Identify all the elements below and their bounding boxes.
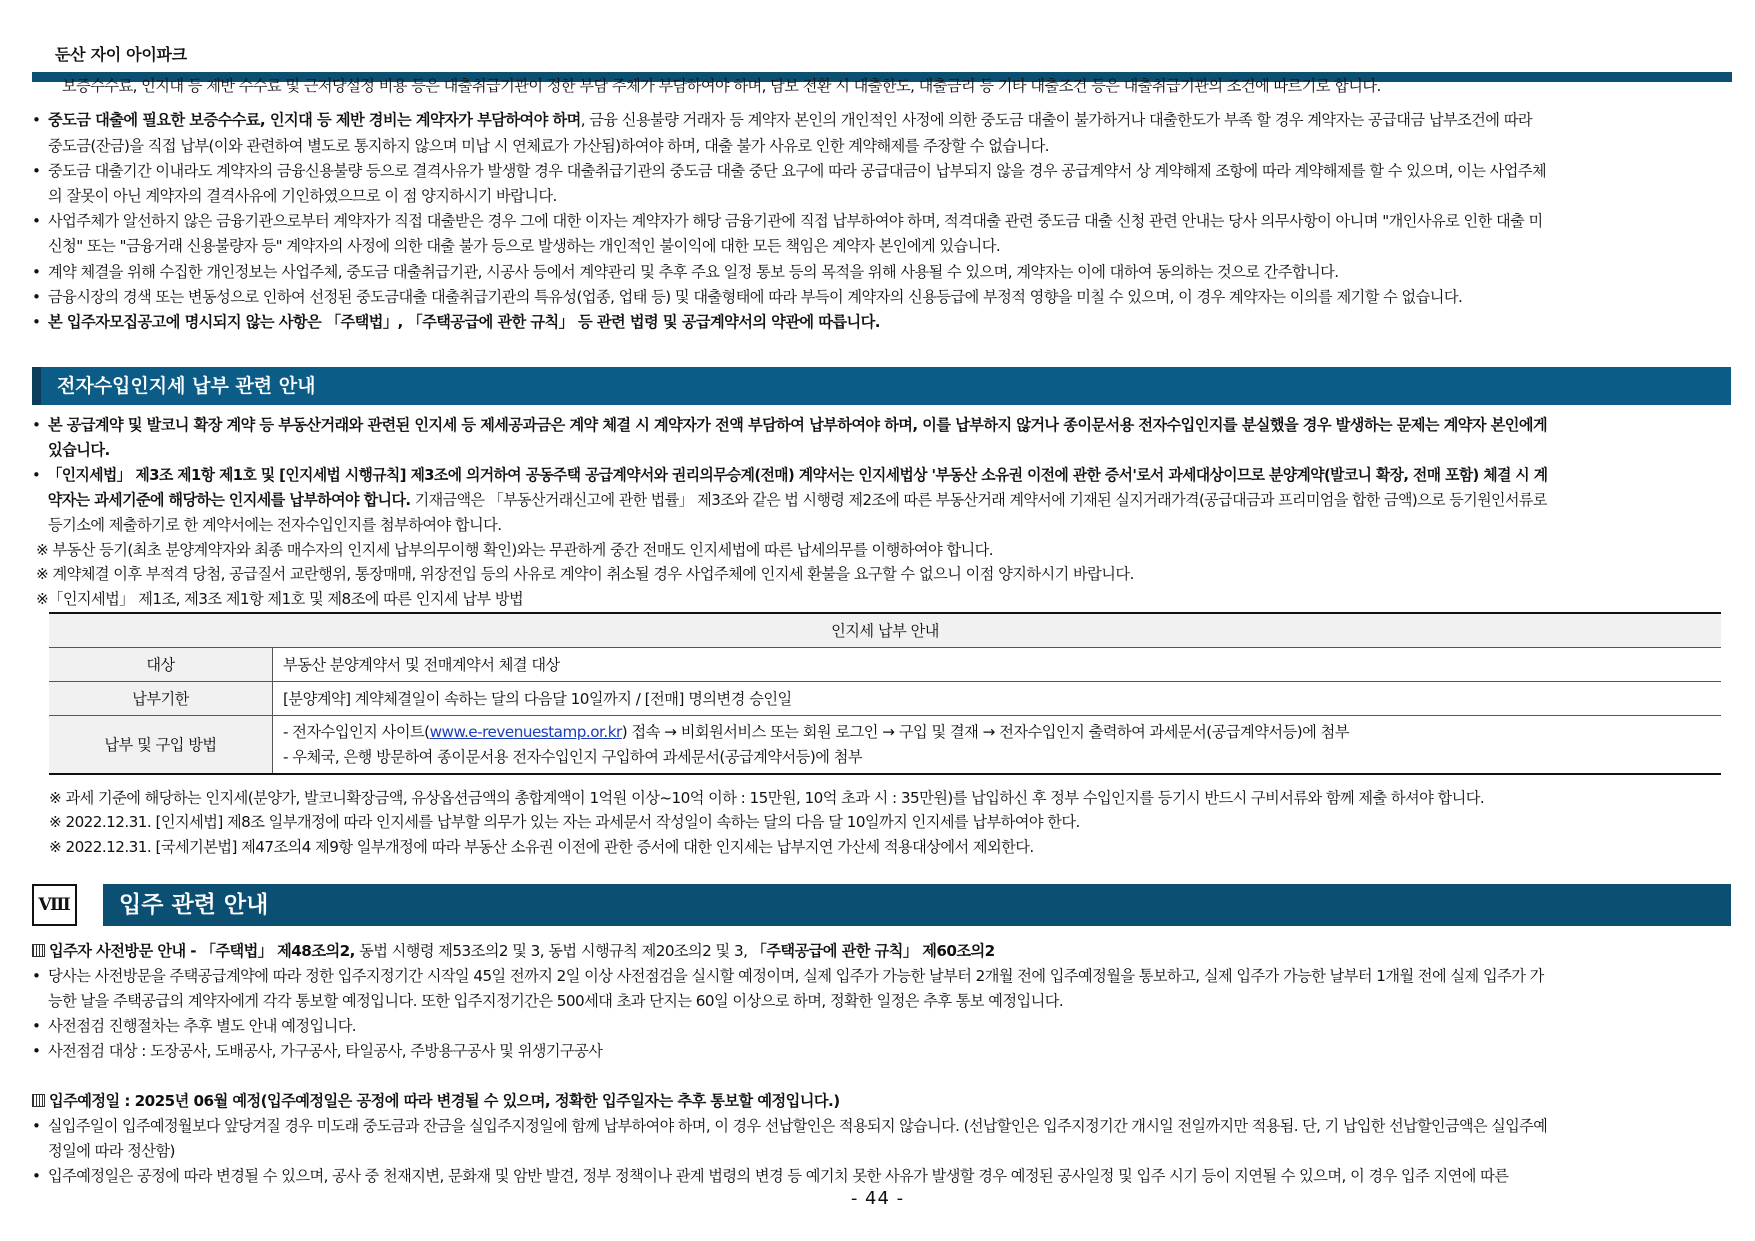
- top-line: [32, 135, 1049, 157]
- bullet: •: [32, 162, 41, 180]
- stamp-line: [32, 414, 1547, 436]
- stamp-footnote: ※ 2022.12.31. [국세기본법] 제47조의4 제9항 일부개정에 따라 부동산 소유권 이전에 관한 증서에 대한 인지세는 납부지연 가산세 적용대상에서 제외한다.: [49, 838, 1034, 856]
- revenue-stamp-link[interactable]: www.e-revenuestamp.or.kr: [429, 722, 622, 741]
- bullet: •: [32, 1167, 41, 1185]
- bullet: •: [32, 967, 41, 985]
- section-header-stamp-tax: 전자수입인지세 납부 관련 안내: [32, 367, 1731, 405]
- stamp-footnote: ※ 2022.12.31. [인지세법] 제8조 일부개정에 따라 인지세를 납부할 의무가 있는 자는 과세문서 작성일이 속하는 달의 다음 달 10일까지 인지세를 납부하여야 한다.: [49, 813, 1080, 831]
- top-line: [32, 261, 1339, 283]
- line-text: 계약 체결을 위해 수집한 개인정보는 사업주체, 중도금 대출취급기관, 시공사 등에서 계약관리 및 추후 주요 일정 통보 등의 목적을 위해 사용될 수 있으며, 계약자는 이에 대하여 동의하는 것으로 간주합니다.: [48, 263, 1339, 281]
- top-line: [46, 75, 1381, 97]
- top-line: [32, 210, 1543, 232]
- bold-text: 「인지세법」 제3조 제1항 제1호 및 [인지세법 시행규칙] 제3조에 의거하여 공동주택 공급계약서와 권리의무승계(전매) 계약서는 인지세법상 '부동산 소유권 이전에 관한 증서'로서 과세대상이므로 분양계약(발코니 확장, 전매 포함) 체결 시 계: [47, 466, 1548, 484]
- line-text: 능한 날을 주택공급의 계약자에게 각각 통보할 예정입니다. 또한 입주지정기간은 500세대 초과 단지는 60일 이상으로 하며, 정확한 일정은 추후 통보 예정입니다.: [48, 992, 1064, 1010]
- line-text: 기재금액은 「부동산거래신고에 관한 법률」 제3조와 같은 법 시행령 제2조에 따른 부동산거래 계약서에 기재된 실지거래가격(공급대금과 프리미엄을 합한 금액)으로 등기원인서류로: [410, 491, 1547, 509]
- table-header: 인지세 납부 안내: [49, 613, 1721, 648]
- line-text: 중도금(잔금)을 직접 납부(이와 관련하여 별도로 통지하지 않으며 미납 시 연체료가 가산됨)하여야 하며, 대출 불가 사유로 인한 계약해제를 주장할 수 없습니다.: [48, 137, 1049, 155]
- method-text: - 전자수입인지 사이트(: [283, 722, 430, 741]
- method-text: ) 접속 → 비회원서비스 또는 회원 로그인 → 구입 및 결재 → 전자수입인지 출력하여 과세문서(공급계약서등)에 첨부: [621, 722, 1349, 741]
- precheck-line: [32, 990, 1063, 1012]
- precheck-line: [32, 1040, 602, 1062]
- table-value-cell: 부동산 분양계약서 및 전매계약서 체결 대상: [273, 648, 1722, 682]
- bullet: •: [32, 1117, 41, 1135]
- stamp-note: ※ 계약체결 이후 부적격 당첨, 공급질서 교란행위, 통장매매, 위장전입 등의 사유로 계약이 취소될 경우 사업주체에 인지세 환불을 요구할 수 없으니 이점 양지하시기 바랍니다.: [36, 565, 1134, 583]
- precheck-line: [32, 965, 1544, 987]
- section-square-icon: [32, 1094, 45, 1107]
- section-square-icon: [32, 944, 45, 957]
- chapter-title: 입주 관련 안내: [103, 884, 1731, 926]
- bullet: •: [32, 212, 41, 230]
- line-text: 실입주일이 입주예정월보다 앞당겨질 경우 미도래 중도금과 잔금을 실입주지정일에 함께 납부하여야 하며, 이 경우 선납할인은 적용되지 않습니다. (선납할인은 입주지정기간 개시일 전일까지만 적용됨. 단, 기 납입한 선납할인금액은 실입주예: [47, 1117, 1548, 1135]
- bullet: •: [32, 416, 41, 434]
- line-text: 동법 시행령 제53조의2 및 3, 동법 시행규칙 제20조의2 및 3,: [354, 942, 752, 960]
- stamp-note: ※ 부동산 등기(최초 분양계약자와 최종 매수자의 인지세 납부의무이행 확인)와는 무관하게 중간 전매도 인지세법에 따른 납세의무를 이행하여야 합니다.: [36, 541, 994, 559]
- top-line: [32, 109, 1532, 131]
- stamp-line: [32, 489, 1547, 511]
- movein-line: [32, 1115, 1547, 1137]
- precheck-heading: [32, 940, 995, 962]
- bold-text: 입주예정일 : 2025년 06월 예정(입주예정일은 공정에 따라 변경될 수 있으며, 정확한 입주일자는 추후 통보할 예정입니다.): [49, 1092, 840, 1110]
- bold-text: 본 공급계약 및 발코니 확장 계약 등 부동산거래와 관련된 인지세 등 제세공과금은 계약 체결 시 계약자가 전액 부담하여 납부하여야 하며, 이를 납부하지 않거나 종이문서용 전자수입인지를 분실했을 경우 발생하는 문제는 계약자 본인에게: [47, 416, 1548, 434]
- line-text: 신청" 또는 "금융거래 신용불량자 등" 계약자의 사정에 의한 대출 불가 등으로 발생하는 개인적인 불이익에 대한 모든 책임은 계약자 본인에게 있습니다.: [48, 237, 1001, 255]
- movein-line: [32, 1165, 1508, 1187]
- table-key-cell: 납부기한: [49, 682, 273, 716]
- bold-text: 있습니다.: [48, 441, 110, 459]
- top-line: [32, 160, 1546, 182]
- line-text: , 금융 신용불량 거래자 등 계약자 본인의 개인적인 사정에 의한 중도금 대출이 불가하거나 대출한도가 부족 할 경우 계약자는 공급대금 납부조건에 따라: [580, 111, 1532, 129]
- line-text: 보증수수료, 인지대 등 제반 수수료 및 근저당설정 비용 등은 대출취급기관이 정한 부담 주체가 부담하여야 하며, 담보 전환 시 대출한도, 대출금리 등 기타 대출조건 등은 대출취급기관의 조건에 따르기로 합니다.: [62, 77, 1381, 95]
- bold-text: 본 입주자모집공고에 명시되지 않는 사항은 「주택법」, 「주택공급에 관한 규칙」 등 관련 법령 및 공급계약서의 약관에 따릅니다.: [48, 313, 880, 331]
- bullet: •: [32, 263, 41, 281]
- line-text: 사업주체가 알선하지 않은 금융기관으로부터 계약자가 직접 대출받은 경우 그에 대한 이자는 계약자가 해당 금융기관에 직접 납부하여야 하며, 적격대출 관련 중도금 대출 신청 관련 안내는 당사 의무사항이 아니며 "개인사유로 인한 대출 미: [48, 212, 1543, 230]
- line-text: 정일에 따라 정산함): [48, 1142, 175, 1160]
- stamp-note: ※「인지세법」 제1조, 제3조 제1항 제1호 및 제8조에 따른 인지세 납부 방법: [36, 590, 524, 608]
- bullet: •: [32, 111, 41, 129]
- stamp-line: [32, 514, 502, 536]
- top-line: [32, 286, 1462, 308]
- table-row: [49, 682, 1721, 716]
- movein-line: [32, 1140, 175, 1162]
- line-text: 당사는 사전방문을 주택공급계약에 따라 정한 입주지정기간 시작일 45일 전까지 2일 이상 사전점검을 실시할 예정이며, 실제 입주가 가능한 날부터 2개월 전에 입주예정월을 통보하고, 실제 입주가 가능한 날부터 1개월 전에 실제 입주가 가: [48, 967, 1544, 985]
- line-text: 입주예정일은 공정에 따라 변경될 수 있으며, 공사 중 천재지변, 문화재 및 암반 발견, 정부 정책이나 관계 법령의 변경 등 예기치 못한 사유가 발생할 경우 예정된 공사일정 및 입주 시기 등이 지연될 수 있으며, 이 경우 입주 지연에 따른: [48, 1167, 1509, 1185]
- line-text: 사전점검 진행절차는 추후 별도 안내 예정입니다.: [48, 1017, 357, 1035]
- precheck-line: [32, 1015, 356, 1037]
- bold-text: 약자는 과세기준에 해당하는 인지세를 납부하여야 합니다.: [47, 491, 411, 509]
- line-text: 의 잘못이 아닌 계약자의 결격사유에 기인하였으므로 이 점 양지하시기 바랍니다.: [48, 187, 557, 205]
- bullet: •: [32, 288, 41, 306]
- bullet: •: [32, 1017, 41, 1035]
- line-text: 등기소에 제출하기로 한 계약서에는 전자수입인지를 첨부하여야 합니다.: [48, 516, 502, 534]
- page-number: - 44 -: [850, 1188, 905, 1209]
- stamp-footnote: ※ 과세 기준에 해당하는 인지세(분양가, 발코니확장금액, 유상옵션금액의 총합계액이 1억원 이상~10억 이하 : 15만원, 10억 초과 시 : 35만원)를 납입하신 후 정부 수입인지를 등기시 반드시 구비서류와 함께 제출 하셔야 합니다.: [49, 789, 1485, 807]
- table-key-cell: 납부 및 구입 방법: [49, 716, 273, 775]
- bold-text: 중도금 대출에 필요한 보증수수료, 인지대 등 제반 경비는 계약자가 부담하여야 하며: [48, 111, 581, 129]
- method-line-2: - 우체국, 은행 방문하여 종이문서용 전자수입인지 구입하여 과세문서(공급계약서등)에 첨부: [283, 747, 863, 766]
- line-text: 중도금 대출기간 이내라도 계약자의 금융신용불량 등으로 결격사유가 발생할 경우 대출취급기관의 중도금 대출 중단 요구에 따라 공급대금이 납부되지 않을 경우 공급계약서 상 계약해제 조항에 따라 계약해제를 할 수 있으며, 이는 사업주체: [48, 162, 1547, 180]
- top-line: [32, 311, 880, 333]
- table-row: [49, 648, 1721, 682]
- chapter-number: Ⅷ: [32, 884, 77, 926]
- method-line-1: [283, 720, 1711, 745]
- top-line: [32, 185, 557, 207]
- movein-heading: [32, 1090, 840, 1112]
- table-value-cell: [분양계약] 계약체결일이 속하는 달의 다음달 10일까지 / [전매] 명의변경 승인일: [273, 682, 1722, 716]
- bullet: •: [32, 1042, 41, 1060]
- bullet: •: [32, 313, 41, 331]
- line-text: 사전점검 대상 : 도장공사, 도배공사, 가구공사, 타일공사, 주방용구공사 및 위생기구공사: [48, 1042, 603, 1060]
- stamp-line: [32, 439, 110, 461]
- header-title: 둔산 자이 아이파크: [55, 45, 187, 64]
- stamp-line: [32, 464, 1547, 486]
- bold-text: 「주택공급에 관한 규칙」 제60조의2: [751, 942, 995, 960]
- stamp-tax-table: [49, 612, 1721, 775]
- table-header-row: [49, 613, 1721, 648]
- line-text: 금융시장의 경색 또는 변동성으로 인하여 선정된 중도금대출 대출취급기관의 특유성(업종, 업태 등) 및 대출형태에 따라 부득이 계약자의 신용등급에 부정적 영향을 미칠 수 있으며, 이 경우 계약자는 이의를 제기할 수 없습니다.: [48, 288, 1463, 306]
- top-line: [32, 235, 1000, 257]
- bold-text: 입주자 사전방문 안내 - 「주택법」 제48조의2,: [49, 942, 355, 960]
- bullet: •: [32, 466, 41, 484]
- table-row: [49, 716, 1721, 775]
- table-key-cell: 대상: [49, 648, 273, 682]
- table-value-cell: [273, 716, 1722, 775]
